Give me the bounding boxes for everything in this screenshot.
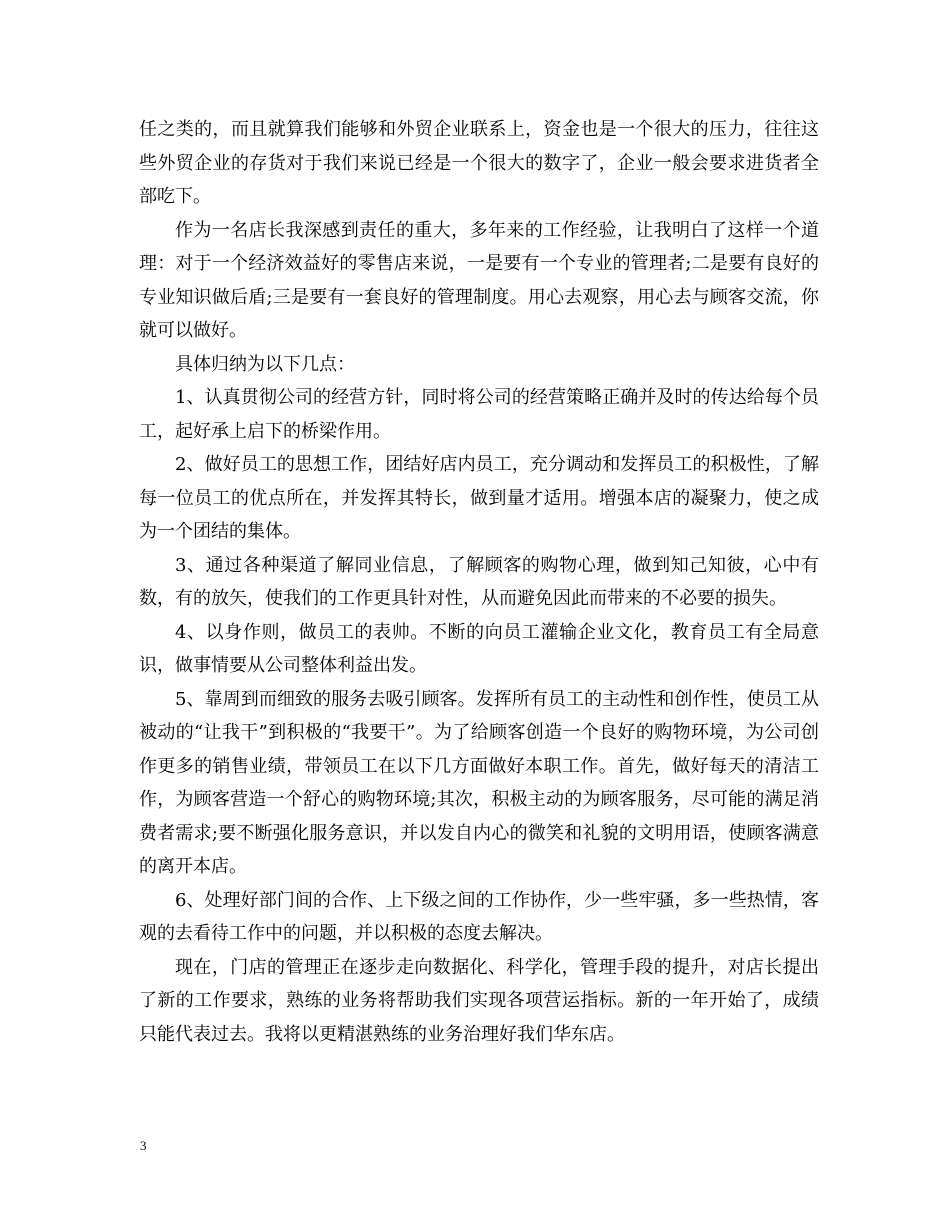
page-number: 3: [140, 1138, 147, 1153]
paragraph-summary-intro: 具体归纳为以下几点：: [175, 353, 355, 375]
list-item-2: 2、做好员工的思想工作，团结好店内员工，充分调动和发挥员工的积极性，了解每一位员工的优点所在，并发挥其特长，做到量才适用。增强本店的凝聚力，使之成为一个团结的集体。: [139, 454, 819, 542]
list-item-6: 6、处理好部门间的合作、上下级之间的工作协作，少一些牢骚，多一些热情，客观的去看待工作中的问题，并以积极的态度去解决。: [139, 889, 819, 944]
document-body: [139, 113, 819, 1051]
list-item-1: 1、认真贯彻公司的经营方针，同时将公司的经营策略正确并及时的传达给每个员工，起好承上启下的桥梁作用。: [139, 387, 819, 442]
paragraph-continuation: 任之类的，而且就算我们能够和外贸企业联系上，资金也是一个很大的压力，往往这些外贸企业的存货对于我们来说已经是一个很大的数字了，企业一般会要求进货者全部吃下。: [139, 119, 819, 207]
list-item-4: 4、以身作则，做员工的表帅。不断的向员工灌输企业文化，教育员工有全局意识，做事情要从公司整体利益出发。: [139, 621, 819, 676]
list-item-3: 3、通过各种渠道了解同业信息，了解顾客的购物心理，做到知己知彼，心中有数，有的放矢，使我们的工作更具针对性，从而避免因此而带来的不必要的损失。: [139, 554, 819, 609]
paragraph-conclusion: 现在，门店的管理正在逐步走向数据化、科学化，管理手段的提升，对店长提出了新的工作要求，熟练的业务将帮助我们实现各项营运指标。新的一年开始了，成绩只能代表过去。我将以更精湛熟练的业务治理好我们华东店。: [139, 956, 819, 1045]
list-item-5: 5、靠周到而细致的服务去吸引顾客。发挥所有员工的主动性和创作性，使员工从被动的“让我干”到积极的“我要干”。为了给顾客创造一个良好的购物环境，为公司创作更多的销售业绩，带领员工在以下几方面做好本职工作。首先，做好每天的清洁工作，为顾客营造一个舒心的购物环境;其次，积极主动的为顾客服务，尽可能的满足消费者需求;要不断强化服务意识，并以发自内心的微笑和礼貌的文明用语，使顾客满意的离开本店。: [139, 688, 819, 877]
paragraph-store-manager-duty: 作为一名店长我深感到责任的重大，多年来的工作经验，让我明白了这样一个道理：对于一个经济效益好的零售店来说，一是要有一个专业的管理者;二是要有良好的专业知识做后盾;三是要有一套良好的管理制度。用心去观察，用心去与顾客交流，你就可以做好。: [139, 219, 819, 341]
